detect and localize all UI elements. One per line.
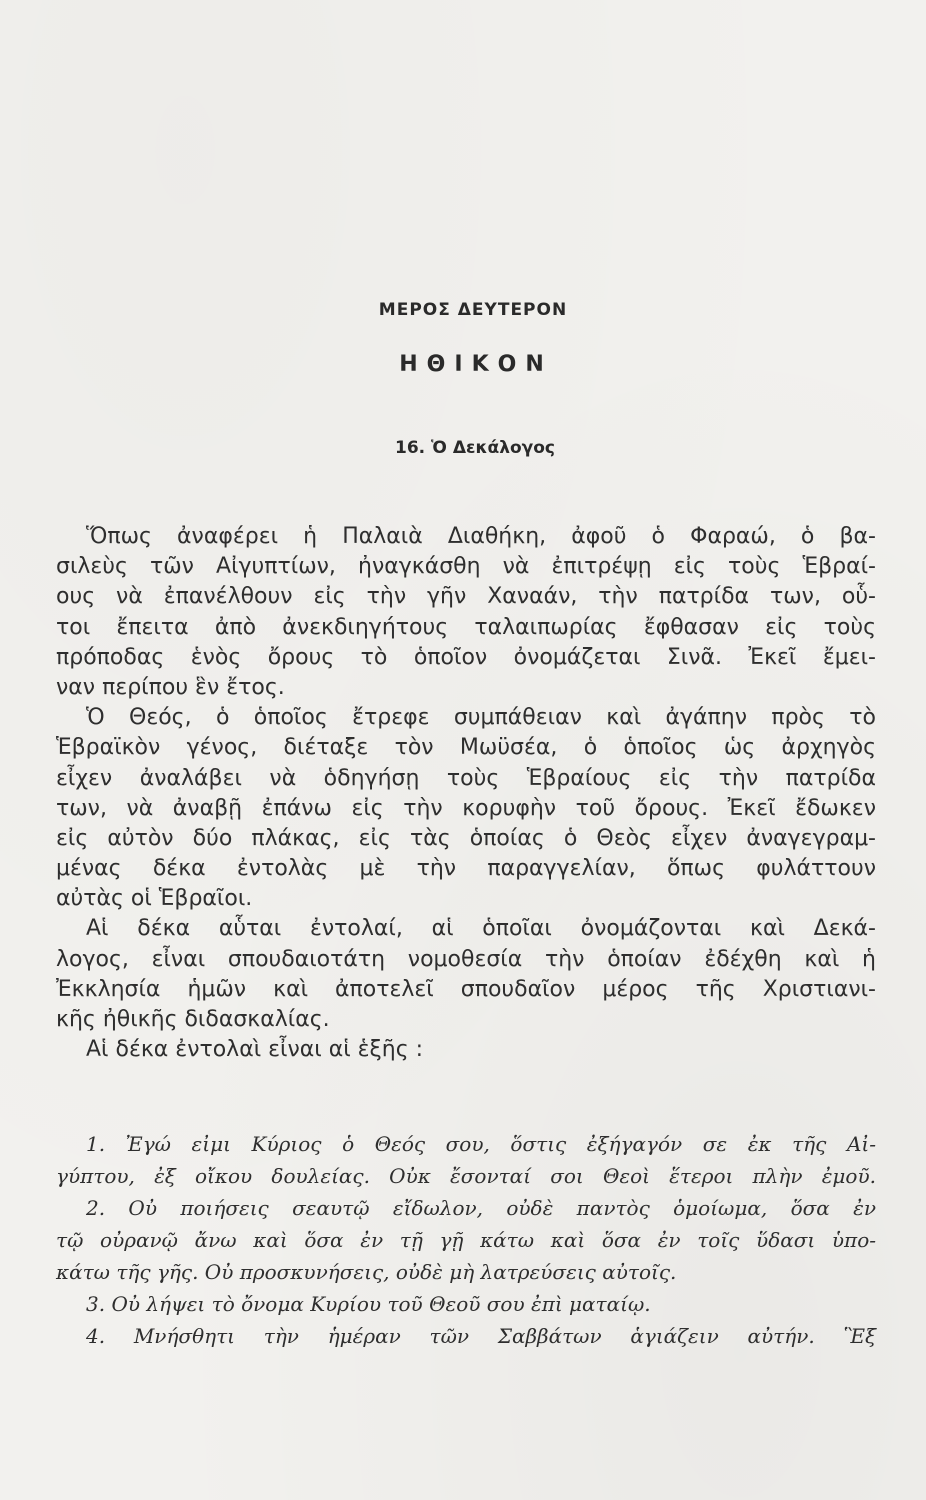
text-line: λογος, εἶναι σπουδαιοτάτη νομοθεσία τὴν ὁποίαν ἐδέχθη καὶ ἡ bbox=[56, 946, 876, 972]
section-heading: ΗΘΙΚΟΝ bbox=[399, 352, 553, 377]
part-heading: ΜΕΡΟΣ ΔΕΥΤΕΡΟΝ bbox=[378, 300, 568, 320]
text-line: Ἐκκλησία ἡμῶν καὶ ἀποτελεῖ σπουδαῖον μέρος τῆς Χριστιανι- bbox=[56, 976, 876, 1002]
text-line: Ὅπως ἀναφέρει ἡ Παλαιὰ Διαθήκη, ἀφοῦ ὁ Φαραώ, ὁ βα- bbox=[86, 524, 876, 549]
commandment-line: γύπτου, ἐξ οἴκου δουλείας. Οὐκ ἔσονταί σοι Θεοὶ ἕτεροι πλὴν ἐμοῦ. bbox=[56, 1164, 876, 1188]
text-line: πρόποδας ἑνὸς ὄρους τὸ ὁποῖον ὀνομάζεται Σινᾶ. Ἐκεῖ ἔμει- bbox=[56, 644, 876, 670]
text-line: μένας δέκα ἐντολὰς μὲ τὴν παραγγελίαν, ὅπως φυλάττουν bbox=[56, 856, 876, 882]
text-line: σιλεὺς τῶν Αἰγυπτίων, ἠναγκάσθη νὰ ἐπιτρέψῃ εἰς τοὺς Ἑβραί- bbox=[56, 554, 876, 580]
text-line: τοι ἔπειτα ἀπὸ ἀνεκδιηγήτους ταλαιπωρίας ἔφθασαν εἰς τοὺς bbox=[56, 614, 876, 640]
commandment-line: τῷ οὐρανῷ ἄνω καὶ ὅσα ἐν τῇ γῇ κάτω καὶ ὅσα ἐν τοῖς ὕδασι ὑπο- bbox=[56, 1228, 876, 1252]
commandment-line: 4. Μνήσθητι τὴν ἡμέραν τῶν Σαββάτων ἁγιάζειν αὐτήν. Ἓξ bbox=[86, 1324, 876, 1348]
text-line: ναν περίπου ἓν ἔτος. bbox=[56, 674, 285, 700]
text-line: αὐτὰς οἱ Ἑβραῖοι. bbox=[56, 886, 253, 912]
text-line: Ἑβραϊκὸν γένος, διέταξε τὸν Μωϋσέα, ὁ ὁποῖος ὡς ἀρχηγὸς bbox=[56, 735, 876, 761]
chapter-heading: 16. Ὁ Δεκάλογος bbox=[395, 438, 555, 458]
text-line: Ὁ Θεός, ὁ ὁποῖος ἔτρεφε συμπάθειαν καὶ ἀγάπην πρὸς τὸ bbox=[86, 705, 876, 731]
commandment-line: 3. Οὐ λήψει τὸ ὄνομα Κυρίου τοῦ Θεοῦ σου ἐπὶ ματαίῳ. bbox=[86, 1292, 651, 1316]
commandment-line: κάτω τῆς γῆς. Οὐ προσκυνήσεις, οὐδὲ μὴ λατρεύσεις αὐτοῖς. bbox=[56, 1260, 677, 1284]
commandment-line: 1. Ἐγώ εἰμι Κύριος ὁ Θεός σου, ὅστις ἐξήγαγόν σε ἐκ τῆς Αἰ- bbox=[86, 1132, 876, 1156]
body-text bbox=[56, 522, 876, 1065]
text-line: εἶχεν ἀναλάβει νὰ ὁδηγήσῃ τοὺς Ἑβραίους εἰς τὴν πατρίδα bbox=[56, 765, 876, 791]
text-line: των, νὰ ἀναβῇ ἐπάνω εἰς τὴν κορυφὴν τοῦ ὄρους. Ἐκεῖ ἔδωκεν bbox=[56, 795, 876, 821]
text-line: ους νὰ ἐπανέλθουν εἰς τὴν γῆν Χαναάν, τὴν πατρίδα των, οὗ- bbox=[56, 584, 876, 610]
text-line: Αἱ δέκα αὗται ἐντολαί, αἱ ὁποῖαι ὀνομάζονται καὶ Δεκά- bbox=[86, 916, 876, 942]
text-line: εἰς αὐτὸν δύο πλάκας, εἰς τὰς ὁποίας ὁ Θεὸς εἶχεν ἀναγεγραμ- bbox=[56, 825, 876, 851]
commandment-line: 2. Οὐ ποιήσεις σεαυτῷ εἴδωλον, οὐδὲ παντὸς ὁμοίωμα, ὅσα ἐν bbox=[86, 1196, 876, 1220]
text-line: κῆς ἠθικῆς διδασκαλίας. bbox=[56, 1007, 330, 1032]
commandments-list bbox=[56, 1128, 876, 1352]
text-line: Αἱ δέκα ἐντολαὶ εἶναι αἱ ἑξῆς : bbox=[86, 1037, 424, 1063]
